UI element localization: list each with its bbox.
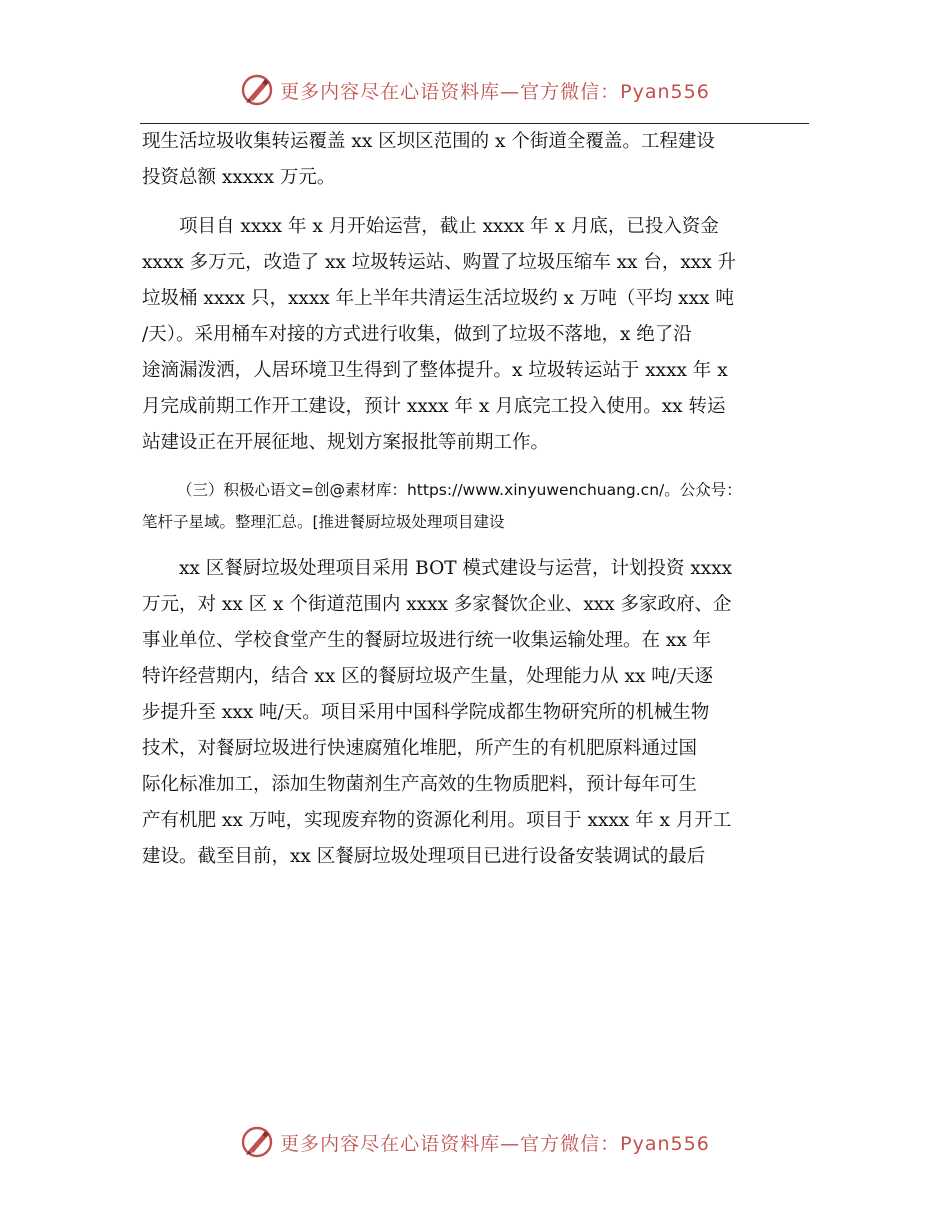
section-heading-line: 笔杆子星域。整理汇总。[推进餐厨垃圾处理项目建设 bbox=[142, 513, 505, 531]
text-line: 事业单位、学校食堂产生的餐厨垃圾进行统一收集运输处理。在 xx 年 bbox=[142, 630, 712, 651]
header-banner bbox=[0, 70, 950, 110]
text-line: 投资总额 xxxxx 万元。 bbox=[142, 167, 336, 188]
text-line: 步提升至 xxx 吨/天。项目采用中国科学院成都生物研究所的机械生物 bbox=[142, 702, 710, 723]
text-line: 垃圾桶 xxxx 只，xxxx 年上半年共清运生活垃圾约 x 万吨（平均 xxx 吨 bbox=[142, 288, 734, 309]
document-body bbox=[142, 124, 808, 875]
text-line: xx 区餐厨垃圾处理项目采用 BOT 模式建设与运营，计划投资 xxxx bbox=[179, 558, 733, 579]
footer-banner bbox=[0, 1122, 950, 1162]
text-line: xxxx 多万元，改造了 xx 垃圾转运站、购置了垃圾压缩车 xx 台，xxx 升 bbox=[142, 252, 737, 273]
text-line: 特许经营期内，结合 xx 区的餐厨垃圾产生量，处理能力从 xx 吨/天逐 bbox=[142, 666, 713, 687]
text-line: 产有机肥 xx 万吨，实现废弃物的资源化利用。项目于 xxxx 年 x 月开工 bbox=[142, 810, 732, 831]
text-line: 项目自 xxxx 年 x 月开始运营，截止 xxxx 年 x 月底，已投入资金 bbox=[179, 216, 719, 237]
text-line: 现生活垃圾收集转运覆盖 xx 区坝区范围的 x 个街道全覆盖。工程建设 bbox=[142, 131, 715, 152]
text-line: 站建设正在开展征地、规划方案报批等前期工作。 bbox=[142, 432, 550, 453]
text-line: 万元，对 xx 区 x 个街道范围内 xxxx 多家餐饮企业、xxx 多家政府、企 bbox=[142, 594, 732, 615]
pen-logo-icon bbox=[240, 1125, 274, 1159]
footer-banner-text: 更多内容尽在心语资料库—官方微信：Pyan556 bbox=[280, 1132, 710, 1155]
text-line: 技术，对餐厨垃圾进行快速腐殖化堆肥，所产生的有机肥原料通过国 bbox=[142, 738, 698, 759]
text-line: 建设。截至目前，xx 区餐厨垃圾处理项目已进行设备安装调试的最后 bbox=[142, 846, 706, 867]
text-line: 月完成前期工作开工建设，预计 xxxx 年 x 月底完工投入使用。xx 转运 bbox=[142, 396, 726, 417]
text-line: /天）。采用桶车对接的方式进行收集，做到了垃圾不落地，x 绝了沿 bbox=[142, 324, 692, 345]
header-banner-text: 更多内容尽在心语资料库—官方微信：Pyan556 bbox=[280, 80, 710, 103]
text-line: 途滴漏泼洒，人居环境卫生得到了整体提升。x 垃圾转运站于 xxxx 年 x bbox=[142, 360, 728, 381]
text-line: 际化标准加工，添加生物菌剂生产高效的生物质肥料，预计每年可生 bbox=[142, 774, 698, 795]
section-heading-line: （三）积极心语文=创@素材库：https://www.xinyuwenchuang.cn/。公众号： bbox=[177, 481, 742, 499]
pen-logo-icon bbox=[240, 73, 274, 107]
